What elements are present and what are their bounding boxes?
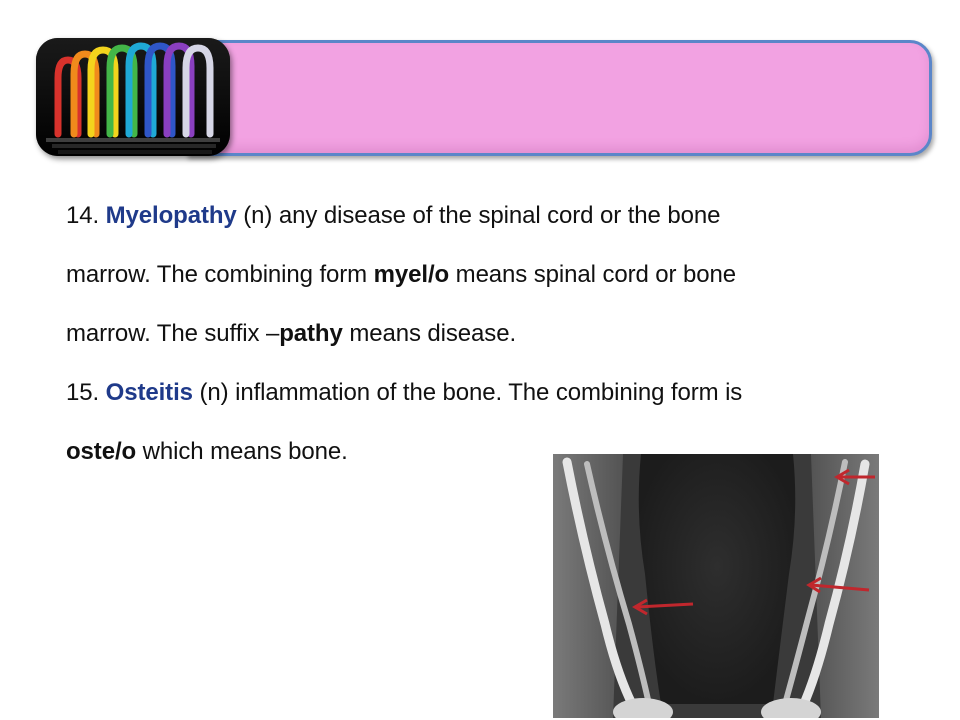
combining-form-meaning: which means bone. <box>142 438 348 465</box>
combining-form-myelo: myel/o <box>373 261 450 288</box>
suffix-meaning: means disease. <box>349 320 517 347</box>
rainbow-arches-icon <box>36 38 230 156</box>
entry-14-line-1 <box>66 186 896 245</box>
slide-content <box>66 186 896 481</box>
definition-text: any disease of the spinal cord or the bone <box>278 202 721 229</box>
entry-15-line-1 <box>66 363 896 422</box>
entry-14-line-2 <box>66 245 896 304</box>
entry-number: 14. <box>66 202 100 229</box>
header-banner <box>36 38 930 156</box>
term-myelopathy: Myelopathy <box>105 202 237 229</box>
title-bar <box>186 40 932 156</box>
combining-form-meaning: means spinal cord or bone <box>455 261 737 288</box>
part-of-speech: (n) <box>243 202 273 229</box>
part-of-speech: (n) <box>199 379 229 406</box>
suffix-pathy: pathy <box>279 320 343 347</box>
term-osteitis: Osteitis <box>105 379 193 406</box>
entry-14-line-3 <box>66 304 896 363</box>
suffix-intro: marrow. The suffix – <box>66 320 280 347</box>
combining-form-osteo: oste/o <box>66 438 137 465</box>
definition-text: inflammation of the bone. The combining form is <box>235 379 743 406</box>
combining-form-intro: marrow. The combining form <box>66 261 368 288</box>
entry-number: 15. <box>66 379 100 406</box>
bone-xray-image <box>553 454 879 718</box>
